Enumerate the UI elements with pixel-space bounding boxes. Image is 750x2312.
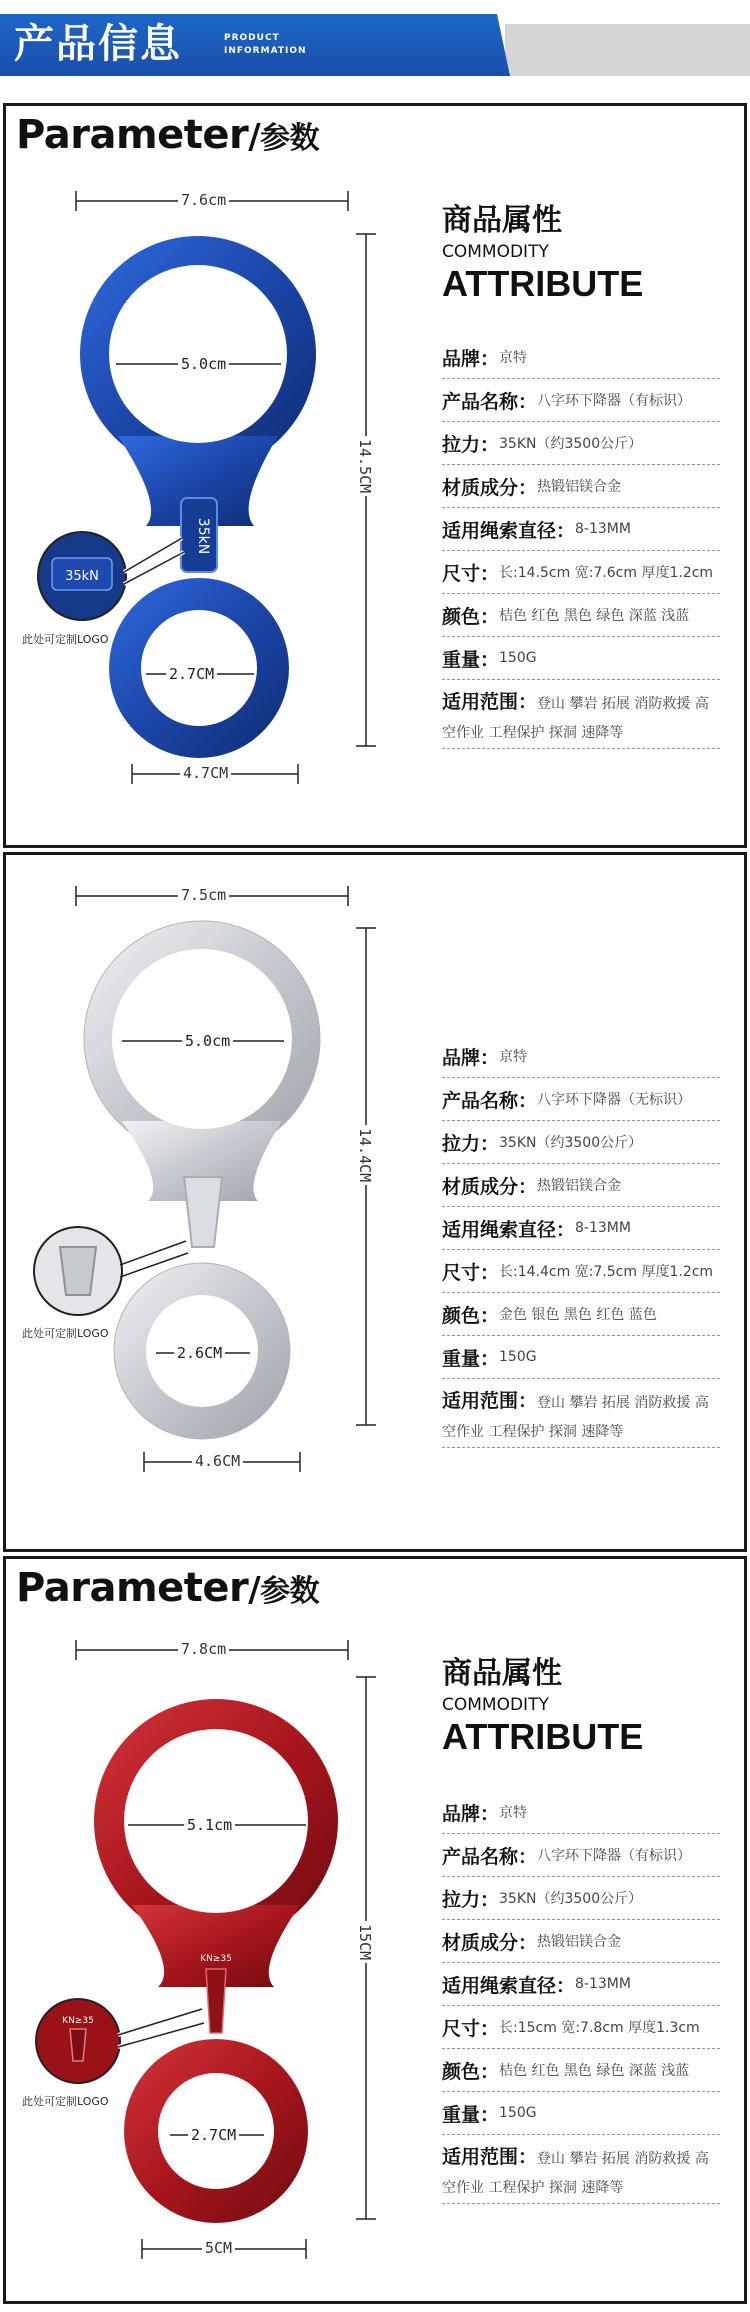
- attribute-value: 长:15cm 宽:7.8cm 厚度1.3cm: [499, 2020, 700, 2036]
- attribute-row: [442, 1250, 720, 1293]
- attribute-key: 产品名称：: [442, 1089, 538, 1112]
- attribute-key: 尺寸：: [442, 562, 500, 585]
- attribute-row: [442, 1336, 720, 1379]
- attribute-row: [442, 2049, 720, 2092]
- dim-upper-hole: 5.0cm: [178, 355, 229, 373]
- attribute-list: [442, 1035, 720, 1448]
- dim-lower-hole: 2.7CM: [166, 665, 217, 683]
- attribute-key: 尺寸：: [442, 2017, 500, 2040]
- attribute-key: 重量：: [442, 648, 500, 671]
- attribute-key: 尺寸：: [442, 1261, 500, 1284]
- logo-customize-note: 此处可定制LOGO: [22, 633, 109, 646]
- attribute-title: 商品属性 COMMODITY ATTRIBUTE: [442, 1656, 644, 1757]
- attribute-row: [442, 637, 720, 680]
- attribute-key: 品牌：: [442, 1802, 500, 1825]
- attribute-value: 35KN（约3500公斤）: [499, 1135, 643, 1151]
- attribute-row: [442, 379, 720, 422]
- attribute-key: 品牌：: [442, 1046, 500, 1069]
- attribute-row: [442, 1293, 720, 1336]
- attribute-list: [442, 336, 720, 749]
- dim-lower-hole: 2.6CM: [174, 1344, 225, 1362]
- attribute-value: 长:14.5cm 宽:7.6cm 厚度1.2cm: [499, 565, 714, 581]
- attribute-value: 八字环下降器（无标识）: [537, 1092, 692, 1108]
- attribute-row: [442, 594, 720, 637]
- section-banner: [0, 0, 750, 76]
- product-panel-blue: [3, 103, 747, 848]
- attribute-key: 适用绳索直径：: [442, 1218, 576, 1241]
- attribute-key: 颜色：: [442, 605, 500, 628]
- attribute-row: [442, 508, 720, 551]
- dim-upper-hole: 5.0cm: [182, 1032, 233, 1050]
- attribute-value: 登山 攀岩 拓展 消防救援 高空作业 工程保护 探洞 速降等: [442, 696, 709, 741]
- attribute-value: 35KN（约3500公斤）: [499, 436, 643, 452]
- attribute-value: 8-13MM: [575, 521, 631, 537]
- attribute-row: [442, 1963, 720, 2006]
- attribute-row: [442, 465, 720, 508]
- attribute-row-scope: [442, 680, 720, 749]
- dim-length: 14.4CM: [356, 1125, 374, 1185]
- attribute-value: 八字环下降器（有标识）: [537, 1848, 692, 1864]
- parameter-heading: Parameter/参数: [16, 112, 320, 158]
- parameter-heading: Parameter/参数: [16, 1565, 320, 1611]
- attribute-key: 拉力：: [442, 1888, 500, 1911]
- attribute-key: 产品名称：: [442, 1845, 538, 1868]
- attribute-row: [442, 2092, 720, 2135]
- attribute-value: 八字环下降器（有标识）: [537, 393, 692, 409]
- banner-grey-tab: [505, 24, 750, 76]
- attribute-row: [442, 2006, 720, 2049]
- dim-width: 7.6cm: [178, 191, 229, 209]
- attribute-key: 重量：: [442, 1347, 500, 1370]
- attribute-value: 桔色 红色 黑色 绿色 深蓝 浅蓝: [499, 2063, 690, 2079]
- attribute-value: 热锻铝镁合金: [537, 1934, 622, 1950]
- dim-bottom: 4.7CM: [180, 764, 231, 782]
- logo-callout-text: 35kN: [65, 569, 99, 584]
- banner-subtitle: PRODUCT INFORMATION: [224, 33, 307, 56]
- attribute-list: [442, 1791, 720, 2204]
- product-panel-red: [3, 1556, 747, 2304]
- attribute-value: 8-13MM: [575, 1976, 631, 1992]
- attribute-row: [442, 1078, 720, 1121]
- logo-callout-text: KN≥35: [62, 2016, 94, 2026]
- attribute-key: 材质成分：: [442, 476, 538, 499]
- attribute-value: 8-13MM: [575, 1220, 631, 1236]
- dim-length: 14.5CM: [356, 436, 374, 496]
- attribute-row: [442, 551, 720, 594]
- attribute-key: 产品名称：: [442, 390, 538, 413]
- attribute-row-scope: [442, 2135, 720, 2204]
- attribute-value: 桔色 红色 黑色 绿色 深蓝 浅蓝: [499, 608, 690, 624]
- attribute-row: [442, 1791, 720, 1834]
- product-panel-silver: [3, 852, 747, 1552]
- attribute-value: 金色 银色 黑色 红色 蓝色: [499, 1307, 657, 1323]
- descender-body: [94, 1699, 338, 2223]
- attribute-row: [442, 422, 720, 465]
- dim-bottom: 5CM: [202, 2239, 235, 2257]
- attribute-key: 适用范围：: [442, 1390, 538, 1412]
- attribute-key: 品牌：: [442, 347, 500, 370]
- attribute-value: 热锻铝镁合金: [537, 479, 622, 495]
- attribute-row: [442, 1920, 720, 1963]
- attribute-key: 适用范围：: [442, 2146, 538, 2168]
- attribute-value: 长:14.4cm 宽:7.5cm 厚度1.2cm: [499, 1264, 714, 1280]
- attribute-key: 适用绳索直径：: [442, 1974, 576, 1997]
- dim-width: 7.5cm: [178, 886, 229, 904]
- dim-width: 7.8cm: [178, 1640, 229, 1658]
- attribute-key: 材质成分：: [442, 1931, 538, 1954]
- dim-upper-hole: 5.1cm: [184, 1816, 235, 1834]
- attribute-row: [442, 1877, 720, 1920]
- engraved-rating: 35kN: [195, 517, 211, 555]
- logo-customize-note: 此处可定制LOGO: [22, 1327, 109, 1340]
- attribute-value: 150G: [499, 1349, 537, 1365]
- attribute-value: 35KN（约3500公斤）: [499, 1891, 643, 1907]
- attribute-key: 拉力：: [442, 433, 500, 456]
- attribute-row: [442, 1035, 720, 1078]
- attribute-key: 适用范围：: [442, 691, 538, 713]
- dim-lower-hole: 2.7CM: [188, 2126, 239, 2144]
- engraved-rating: KN≥35: [200, 1954, 232, 1964]
- logo-customize-note: 此处可定制LOGO: [22, 2095, 109, 2108]
- attribute-key: 颜色：: [442, 2060, 500, 2083]
- attribute-row: [442, 336, 720, 379]
- attribute-value: 京特: [499, 1805, 528, 1821]
- attribute-key: 拉力：: [442, 1132, 500, 1155]
- attribute-row: [442, 1164, 720, 1207]
- attribute-row: [442, 1207, 720, 1250]
- attribute-title: 商品属性 COMMODITY ATTRIBUTE: [442, 203, 644, 304]
- attribute-value: 150G: [499, 2105, 537, 2121]
- attribute-value: 150G: [499, 650, 537, 666]
- attribute-value: 登山 攀岩 拓展 消防救援 高空作业 工程保护 探洞 速降等: [442, 1395, 709, 1440]
- attribute-key: 适用绳索直径：: [442, 519, 576, 542]
- banner-title: 产品信息: [14, 21, 182, 67]
- attribute-key: 材质成分：: [442, 1175, 538, 1198]
- attribute-value: 京特: [499, 350, 528, 366]
- dim-length: 15CM: [356, 1921, 374, 1963]
- attribute-key: 重量：: [442, 2103, 500, 2126]
- attribute-row-scope: [442, 1379, 720, 1448]
- attribute-value: 京特: [499, 1049, 528, 1065]
- attribute-value: 热锻铝镁合金: [537, 1178, 622, 1194]
- attribute-key: 颜色：: [442, 1304, 500, 1327]
- dim-bottom: 4.6CM: [192, 1452, 243, 1470]
- attribute-row: [442, 1834, 720, 1877]
- attribute-row: [442, 1121, 720, 1164]
- attribute-value: 登山 攀岩 拓展 消防救援 高空作业 工程保护 探洞 速降等: [442, 2151, 709, 2196]
